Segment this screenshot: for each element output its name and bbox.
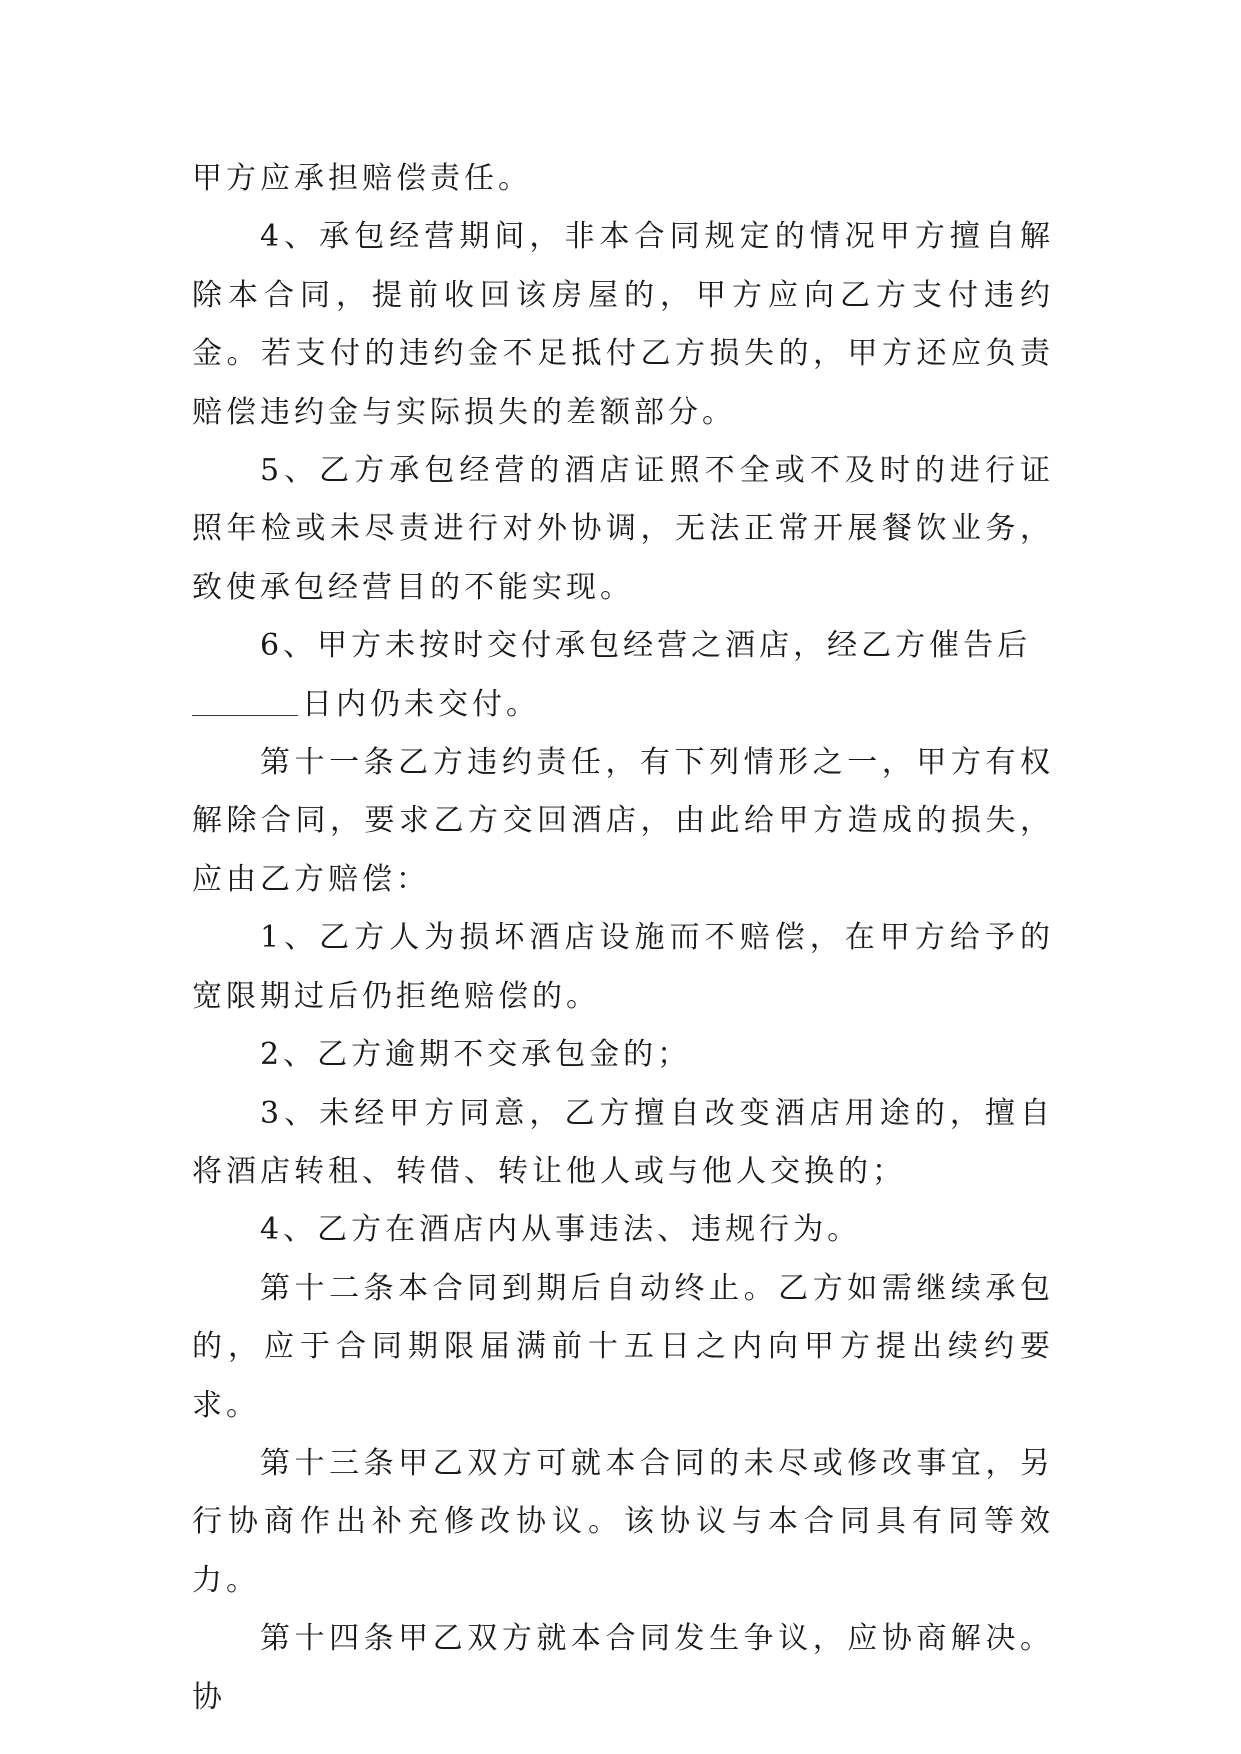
paragraph-liability-end: 甲方应承担赔偿责任。 <box>192 161 532 196</box>
paragraph-article-11-item-2: 2、乙方逾期不交承包金的； <box>260 1037 692 1073</box>
paragraph-article-11-item-4: 4、乙方在酒店内从事违法、违规行为。 <box>260 1212 862 1248</box>
paragraph-article-11-item-1: 1、乙方人为损坏酒店设施而不赔偿，在甲方给予的宽限期过后仍拒绝赔偿的。 <box>192 920 1054 1014</box>
paragraph-article-11: 第十一条乙方违约责任，有下列情形之一，甲方有权解除合同，要求乙方交回酒店，由此给甲方造成的损失，应由乙方赔偿： <box>192 745 1054 897</box>
paragraph-article-11-item-3: 3、未经甲方同意，乙方擅自改变酒店用途的，擅自将酒店转租、转借、转让他人或与他人交换的； <box>192 1095 1054 1189</box>
paragraph-article-13: 第十三条甲乙双方可就本合同的未尽或修改事宜，另行协商作出补充修改协议。该协议与本合同具有同等效力。 <box>192 1445 1054 1598</box>
blank-days-field <box>192 685 298 716</box>
paragraph-clause-6-delivery: 6、甲方未按时交付承包经营之酒店，经乙方催告后 <box>260 628 1032 664</box>
paragraph-article-12: 第十二条本合同到期后自动终止。乙方如需继续承包的，应于合同期限届满前十五日之内向甲方提出续约要求。 <box>192 1270 1054 1423</box>
paragraph-clause-5-licenses: 5、乙方承包经营的酒店证照不全或不及时的进行证照年检或未尽责进行对外协调，无法正常开展餐饮业务，致使承包经营目的不能实现。 <box>192 453 1054 605</box>
paragraph-clause-4-early-termination: 4、承包经营期间，非本合同规定的情况甲方擅自解除本合同，提前收回该房屋的，甲方应向乙方支付违约金。若支付的违约金不足抵付乙方损失的，甲方还应负责赔偿违约金与实际损失的差额部分。 <box>192 219 1054 430</box>
paragraph-clause-6-days <box>192 676 1054 734</box>
paragraph-article-14: 第十四条甲乙双方就本合同发生争议，应协商解决。协 <box>192 1621 1054 1715</box>
document-page <box>192 150 1054 1727</box>
clause-6-days-text: 日内仍未交付。 <box>302 686 540 722</box>
